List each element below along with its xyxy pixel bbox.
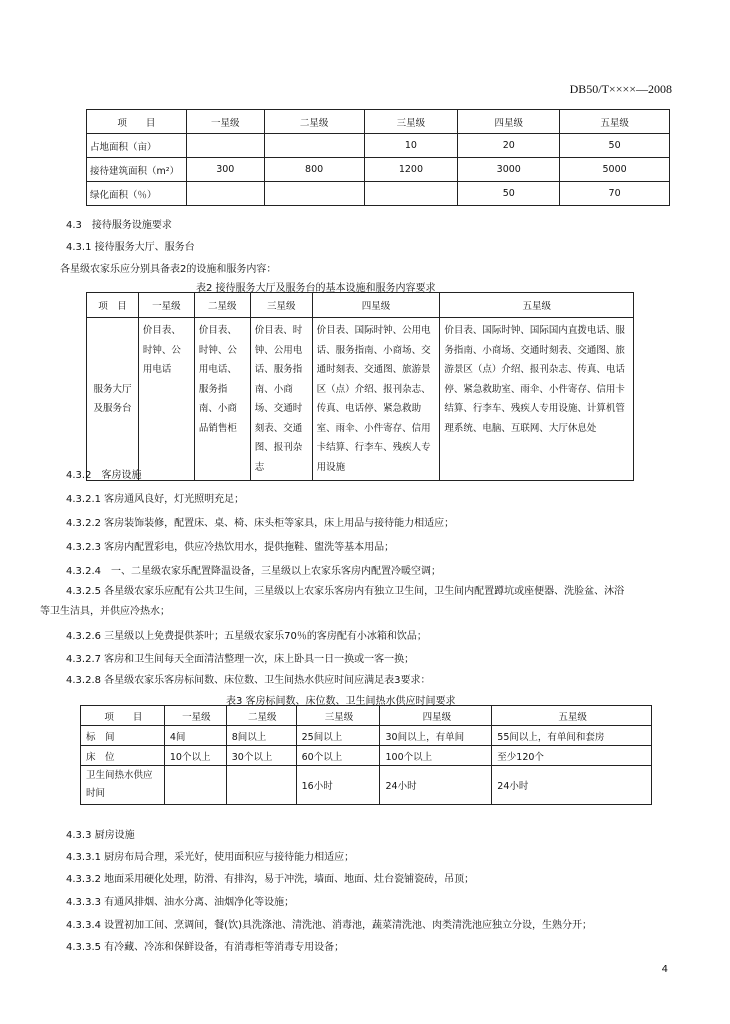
table-header-row [81, 706, 652, 726]
row-label: 标 间 [81, 726, 165, 746]
cell: 50 [560, 134, 670, 158]
cell: 8间以上 [226, 726, 296, 746]
table-row [81, 726, 652, 746]
cell: 800 [264, 158, 364, 182]
table-row [81, 766, 652, 805]
cell: 5000 [560, 158, 670, 182]
paragraph: 4.3.2.8 各星级农家乐客房标间数、床位数、卫生间热水供应时间应满足表3要求： [66, 675, 431, 686]
paragraph: 4.3.3.4 设置初加工间、烹调间，餐(饮)具洗涤池、清洗池、消毒池，蔬菜清洗池、肉类清洗池应独立分设，生熟分开； [66, 920, 592, 931]
paragraph: 4.3.3.1 厨房布局合理，采光好，使用面积应与接待能力相适应； [66, 852, 355, 863]
header-cell: 项 目 [87, 110, 187, 134]
cell [164, 766, 226, 805]
table-row [87, 182, 670, 206]
cell: 60个以上 [296, 746, 380, 766]
cell [364, 182, 458, 206]
cell: 24小时 [380, 766, 492, 805]
table-caption: 表3 客房标间数、床位数、卫生间热水供应时间要求 [226, 696, 456, 707]
cell [186, 134, 264, 158]
cell: 价目表、时钟、公用电话、服务指南、小商场、交通时刻表、交通图、报刊杂志 [250, 318, 312, 481]
paragraph: 4.3.3.5 有冷藏、冷冻和保鲜设备，有消毒柜等消毒专用设备； [66, 942, 345, 953]
standard-code: DB50/T××××—2008 [569, 82, 672, 96]
table-header-row [87, 293, 634, 318]
header-cell: 三星级 [296, 706, 380, 726]
page-number: 4 [661, 964, 668, 975]
cell: 30间以上，有单间 [380, 726, 492, 746]
table-caption: 表2 接待服务大厅及服务台的基本设施和服务内容要求 [196, 283, 436, 294]
row-label: 接待建筑面积（m²） [87, 158, 187, 182]
paragraph: 4.3.2.7 客房和卫生间每天全面清洁整理一次，床上卧具一日一换或一客一换； [66, 654, 415, 665]
cell [264, 182, 364, 206]
table-row [87, 134, 670, 158]
cell: 55间以上，有单间和套房 [492, 726, 652, 746]
header-cell: 一星级 [186, 110, 264, 134]
header-cell: 二星级 [194, 293, 250, 318]
header-cell: 五星级 [440, 293, 634, 318]
header-cell: 四星级 [458, 110, 560, 134]
row-label: 占地面积（亩） [87, 134, 187, 158]
paragraph: 等卫生洁具，并供应冷热水； [40, 606, 170, 617]
paragraph: 各星级农家乐应分别具备表2的设施和服务内容： [60, 264, 277, 275]
cell: 10 [364, 134, 458, 158]
header-cell: 四星级 [312, 293, 440, 318]
section-heading: 4.3 接待服务设施要求 [66, 220, 172, 231]
paragraph: 4.3.2.3 客房内配置彩电，供应冷热饮用水，提供拖鞋、盥洗等基本用品； [66, 542, 395, 553]
header-cell: 二星级 [226, 706, 296, 726]
cell: 价目表、时钟、公用电话 [138, 318, 194, 481]
cell: 3000 [458, 158, 560, 182]
table-header-row [87, 110, 670, 134]
cell: 16小时 [296, 766, 380, 805]
row-label: 绿化面积（％） [87, 182, 187, 206]
header-cell: 五星级 [560, 110, 670, 134]
cell: 50 [458, 182, 560, 206]
paragraph: 4.3.2.5 各星级农家乐应配有公共卫生间，三星级以上农家乐客房内有独立卫生间，卫生间内配置蹲坑或座便器、洗脸盆、沐浴 [66, 586, 625, 597]
cell: 70 [560, 182, 670, 206]
cell: 24小时 [492, 766, 652, 805]
room-table [80, 705, 652, 805]
cell: 1200 [364, 158, 458, 182]
cell [226, 766, 296, 805]
section-heading: 4.3.3 厨房设施 [66, 830, 135, 841]
row-label: 床 位 [81, 746, 165, 766]
row-label: 卫生间热水供应时间 [81, 766, 165, 805]
cell: 300 [186, 158, 264, 182]
area-table [86, 109, 670, 206]
header-cell: 一星级 [138, 293, 194, 318]
cell: 价目表、时钟、公用电话、服务指南、小商品销售柜 [194, 318, 250, 481]
header-cell: 四星级 [380, 706, 492, 726]
cell: 10个以上 [164, 746, 226, 766]
cell [264, 134, 364, 158]
header-cell: 三星级 [250, 293, 312, 318]
header-cell: 一星级 [164, 706, 226, 726]
paragraph: 4.3.2.2 客房装饰装修，配置床、桌、椅、床头柜等家具，床上用品与接待能力相适应； [66, 518, 455, 529]
paragraph: 4.3.3.3 有通风排烟、油水分离、油烟净化等设施； [66, 897, 295, 908]
section-heading: 4.3.2 客房设施 [66, 470, 142, 481]
header-cell: 项 目 [81, 706, 165, 726]
table-row [87, 318, 634, 481]
row-label: 服务大厅及服务台 [87, 318, 139, 481]
header-cell: 二星级 [264, 110, 364, 134]
cell: 价目表、国际时钟、国际国内直拨电话、服务指南、小商场、交通时刻表、交通图、旅游景区（点）介绍、报刊杂志、传真、电话停、紧急救助室、雨伞、小件寄存、信用卡结算、行李车、残疾人专用设施、计算机管理系统、电脑、互联网、大厅休息处 [440, 318, 634, 481]
cell: 价目表、国际时钟、公用电话、服务指南、小商场、交通时刻表、交通图、旅游景区（点）介绍、报刊杂志、传真、电话停、紧急救助室、雨伞、小件寄存、信用卡结算、行李车、残疾人专用设施 [312, 318, 440, 481]
paragraph: 4.3.2.4 一、二星级农家乐配置降温设备，三星级以上农家乐客房内配置冷暖空调； [66, 566, 441, 577]
section-heading: 4.3.1 接待服务大厅、服务台 [66, 242, 195, 253]
header-cell: 五星级 [492, 706, 652, 726]
cell: 25间以上 [296, 726, 380, 746]
table-row [87, 158, 670, 182]
cell: 30个以上 [226, 746, 296, 766]
table-row [81, 746, 652, 766]
header-cell: 三星级 [364, 110, 458, 134]
paragraph: 4.3.3.2 地面采用硬化处理，防滑、有排沟，易于冲洗，墙面、地面、灶台瓷铺瓷砖，吊顶； [66, 874, 475, 885]
paragraph: 4.3.2.6 三星级以上免费提供茶叶；五星级农家乐70％的客房配有小冰箱和饮品； [66, 631, 427, 642]
facility-table [86, 292, 634, 481]
cell: 100个以上 [380, 746, 492, 766]
cell: 20 [458, 134, 560, 158]
cell: 4间 [164, 726, 226, 746]
cell [186, 182, 264, 206]
header-cell: 项 目 [87, 293, 139, 318]
cell: 至少120个 [492, 746, 652, 766]
paragraph: 4.3.2.1 客房通风良好，灯光照明充足； [66, 494, 245, 505]
